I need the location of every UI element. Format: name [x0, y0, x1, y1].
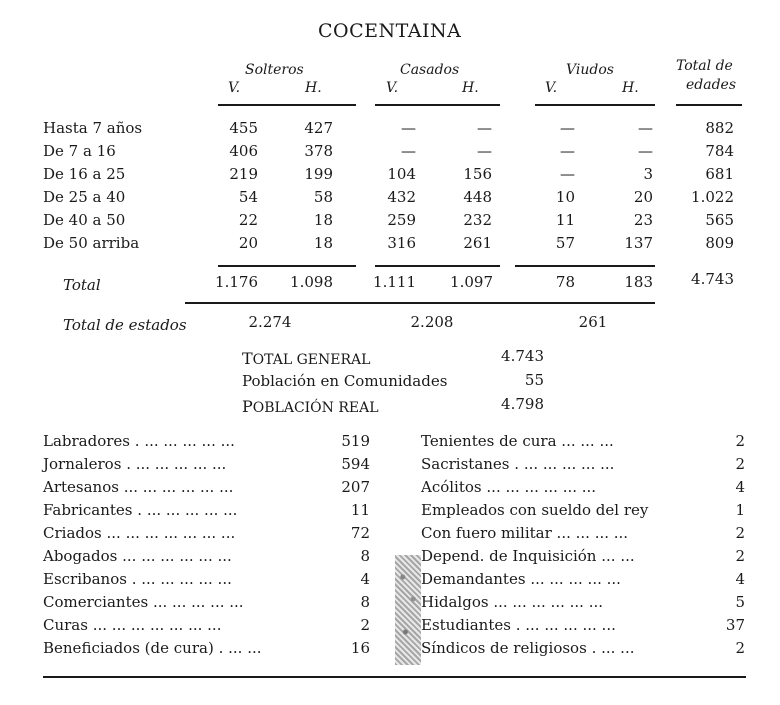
occupation-label — [421, 639, 634, 657]
total-rule-solteros — [218, 265, 356, 267]
header-viudos-v: V. — [545, 80, 558, 96]
occupation-name: Criados — [43, 524, 102, 542]
summary-real-value: 4.798 — [501, 395, 544, 413]
occupation-value: 37 — [725, 616, 745, 634]
occupation-name: Acólitos — [421, 478, 482, 496]
header-total-2: edades — [686, 77, 737, 93]
occupation-label — [421, 593, 603, 611]
cell-viudos-h: — — [638, 119, 653, 137]
occupation-label — [43, 547, 232, 565]
occupation-leader: . ... ... ... ... ... — [134, 432, 235, 450]
occupation-name: Estudiantes — [421, 616, 511, 634]
estados-solteros: 2.274 — [248, 313, 292, 331]
occupation-label — [43, 639, 262, 657]
cell-solteros-v: 22 — [238, 211, 258, 229]
summary-real-label — [242, 397, 379, 416]
occupation-label — [43, 616, 221, 634]
cell-viudos-h: — — [638, 142, 653, 160]
row-label: Hasta 7 años — [43, 119, 143, 137]
header-solteros-h: H. — [305, 80, 322, 96]
summary-general-rest: OTAL GENERAL — [252, 352, 371, 368]
occupation-name: Depend. de Inquisición — [421, 547, 597, 565]
total-rule-viudos — [515, 265, 655, 267]
occupation-name: Comerciantes — [43, 593, 149, 611]
row-label: De 40 a 50 — [43, 211, 126, 229]
total-label: Total — [63, 276, 101, 294]
header-solteros: Solteros — [245, 62, 304, 78]
cell-casados-h: 156 — [463, 165, 492, 183]
occupation-label — [43, 501, 237, 519]
cell-casados-v: — — [401, 119, 416, 137]
occupation-value: 5 — [735, 593, 745, 611]
occupation-name: Curas — [43, 616, 88, 634]
occupation-name: Escribanos — [43, 570, 127, 588]
occupation-label — [421, 455, 614, 473]
occupation-value: 2 — [735, 455, 745, 473]
cell-solteros-v: 20 — [238, 234, 258, 252]
cell-total: 681 — [705, 165, 734, 183]
occupation-leader: . ... ... ... ... ... — [514, 455, 615, 473]
occupation-value: 8 — [360, 547, 370, 565]
occupation-value: 207 — [341, 478, 370, 496]
occupation-name: Fabricantes — [43, 501, 133, 519]
occupation-name: Jornaleros — [43, 455, 122, 473]
occupation-value: 4 — [360, 570, 370, 588]
cell-solteros-h: 18 — [313, 211, 333, 229]
total-solteros-v: 1.176 — [215, 273, 258, 291]
cell-viudos-v: — — [560, 119, 575, 137]
cell-total: 565 — [705, 211, 734, 229]
total-casados-h: 1.097 — [450, 273, 493, 291]
summary-general-value: 4.743 — [501, 347, 544, 365]
occupation-label — [43, 524, 235, 542]
cell-total: 784 — [705, 142, 734, 160]
cell-total: 809 — [705, 234, 734, 252]
occupation-value: 594 — [341, 455, 370, 473]
cell-casados-v: — — [401, 142, 416, 160]
page-title: COCENTAINA — [318, 20, 462, 42]
header-casados: Casados — [400, 62, 460, 78]
occupation-leader: . ... ... ... ... ... — [137, 501, 238, 519]
occupation-leader: ... ... ... ... ... ... — [122, 547, 232, 565]
cell-casados-v: 104 — [387, 165, 416, 183]
cell-solteros-h: 58 — [313, 188, 333, 206]
cell-viudos-v: — — [560, 142, 575, 160]
occupation-label — [421, 547, 635, 565]
occupation-value: 4 — [735, 478, 745, 496]
cell-solteros-h: 378 — [304, 142, 333, 160]
header-casados-v: V. — [386, 80, 399, 96]
total-casados-v: 1.111 — [373, 273, 416, 291]
occupation-name: Hidalgos — [421, 593, 489, 611]
cell-viudos-v: 57 — [555, 234, 575, 252]
cell-casados-v: 259 — [387, 211, 416, 229]
occupation-value: 2 — [735, 639, 745, 657]
cell-viudos-v: — — [560, 165, 575, 183]
cell-casados-h: — — [477, 119, 492, 137]
occupation-name: Demandantes — [421, 570, 526, 588]
cell-solteros-v: 54 — [238, 188, 258, 206]
cell-viudos-v: 10 — [555, 188, 575, 206]
occupation-label — [421, 524, 628, 542]
occupation-leader: ... ... ... ... ... ... ... — [106, 524, 236, 542]
occupation-name: Sacristanes — [421, 455, 510, 473]
occupation-value: 2 — [360, 616, 370, 634]
ink-smudge — [395, 555, 421, 665]
cell-casados-v: 432 — [387, 188, 416, 206]
total-viudos-h: 183 — [624, 273, 653, 291]
occupation-leader: . ... ... ... ... ... — [515, 616, 616, 634]
occupation-name: Síndicos de religiosos — [421, 639, 587, 657]
occupation-name: Beneficiados (de cura) — [43, 639, 214, 657]
total-solteros-h: 1.098 — [290, 273, 333, 291]
summary-real-rest: OBLACIÓN REAL — [252, 400, 379, 416]
cell-viudos-h: 20 — [633, 188, 653, 206]
occupation-name: Artesanos — [43, 478, 119, 496]
estados-rule — [185, 302, 655, 304]
row-label: De 50 arriba — [43, 234, 140, 252]
cell-solteros-h: 199 — [304, 165, 333, 183]
occupation-leader: ... ... ... ... ... — [530, 570, 621, 588]
header-rule-casados — [375, 104, 500, 106]
occupation-label — [421, 478, 596, 496]
occupation-leader: . ... ... — [218, 639, 262, 657]
occupation-leader: ... ... — [601, 547, 635, 565]
total-grand: 4.743 — [691, 270, 734, 288]
occupation-name: Labradores — [43, 432, 130, 450]
occupation-value: 1 — [735, 501, 745, 519]
row-label: De 7 a 16 — [43, 142, 116, 160]
occupation-value: 519 — [341, 432, 370, 450]
occupation-leader: ... ... ... ... ... ... — [493, 593, 604, 611]
occupation-value: 8 — [360, 593, 370, 611]
occupation-leader: ... ... ... ... — [556, 524, 629, 542]
occupation-value: 72 — [350, 524, 370, 542]
cell-solteros-v: 406 — [229, 142, 258, 160]
cell-casados-h: 232 — [463, 211, 492, 229]
total-rule-casados — [375, 265, 500, 267]
summary-real-initial: P — [242, 397, 253, 416]
summary-comunidades-value: 55 — [524, 371, 544, 389]
cell-solteros-v: 219 — [229, 165, 258, 183]
occupation-label — [421, 432, 614, 450]
row-label: De 16 a 25 — [43, 165, 126, 183]
header-rule-total — [676, 104, 742, 106]
occupation-name: Empleados con sueldo del rey — [421, 501, 649, 519]
occupation-value: 4 — [735, 570, 745, 588]
occupation-label — [43, 455, 226, 473]
occupation-leader: ... ... ... ... ... ... — [123, 478, 234, 496]
cell-casados-h: — — [477, 142, 492, 160]
cell-total: 1.022 — [691, 188, 734, 206]
occupation-leader: ... ... ... ... ... ... ... — [92, 616, 222, 634]
header-rule-solteros — [218, 104, 356, 106]
occupation-value: 11 — [350, 501, 370, 519]
occupation-label — [43, 432, 235, 450]
occupation-label — [421, 501, 648, 519]
occupation-value: 2 — [735, 547, 745, 565]
occupation-label — [43, 570, 232, 588]
estados-casados: 2.208 — [410, 313, 454, 331]
occupation-value: 2 — [735, 432, 745, 450]
occupation-label — [421, 616, 616, 634]
row-label: De 25 a 40 — [43, 188, 126, 206]
occupation-label — [421, 570, 621, 588]
occupation-name: Tenientes de cura — [421, 432, 557, 450]
summary-general-label — [242, 349, 370, 368]
cell-casados-v: 316 — [387, 234, 416, 252]
occupation-leader: . ... ... ... ... ... — [131, 570, 232, 588]
estados-viudos: 261 — [578, 313, 608, 331]
cell-viudos-h: 23 — [633, 211, 653, 229]
cell-total: 882 — [705, 119, 734, 137]
occupation-label — [43, 478, 233, 496]
occupation-leader: ... ... ... ... ... — [152, 593, 244, 611]
cell-solteros-h: 18 — [313, 234, 333, 252]
occupation-leader: . ... ... — [591, 639, 635, 657]
header-solteros-v: V. — [228, 80, 241, 96]
occupation-value: 2 — [735, 524, 745, 542]
bottom-rule — [43, 676, 746, 678]
occupation-leader: ... ... ... — [561, 432, 614, 450]
occupation-label — [43, 593, 244, 611]
header-casados-h: H. — [462, 80, 479, 96]
cell-viudos-h: 3 — [643, 165, 653, 183]
cell-casados-h: 261 — [463, 234, 492, 252]
cell-solteros-v: 455 — [229, 119, 258, 137]
cell-solteros-h: 427 — [304, 119, 333, 137]
summary-comunidades-label: Población en Comunidades — [242, 372, 448, 390]
header-viudos-h: H. — [622, 80, 639, 96]
header-total-1: Total de — [676, 58, 733, 74]
occupation-value: 16 — [350, 639, 370, 657]
occupation-leader: ... ... ... ... ... ... — [486, 478, 597, 496]
cell-viudos-h: 137 — [624, 234, 653, 252]
occupation-name: Abogados — [43, 547, 118, 565]
header-viudos: Viudos — [566, 62, 614, 78]
cell-viudos-v: 11 — [555, 211, 575, 229]
summary-general-initial: T — [242, 349, 253, 368]
total-viudos-v: 78 — [555, 273, 575, 291]
header-rule-viudos — [535, 104, 655, 106]
occupation-leader: . ... ... ... ... ... — [126, 455, 227, 473]
occupation-name: Con fuero militar — [421, 524, 552, 542]
cell-casados-h: 448 — [463, 188, 492, 206]
estados-label: Total de estados — [63, 316, 187, 334]
